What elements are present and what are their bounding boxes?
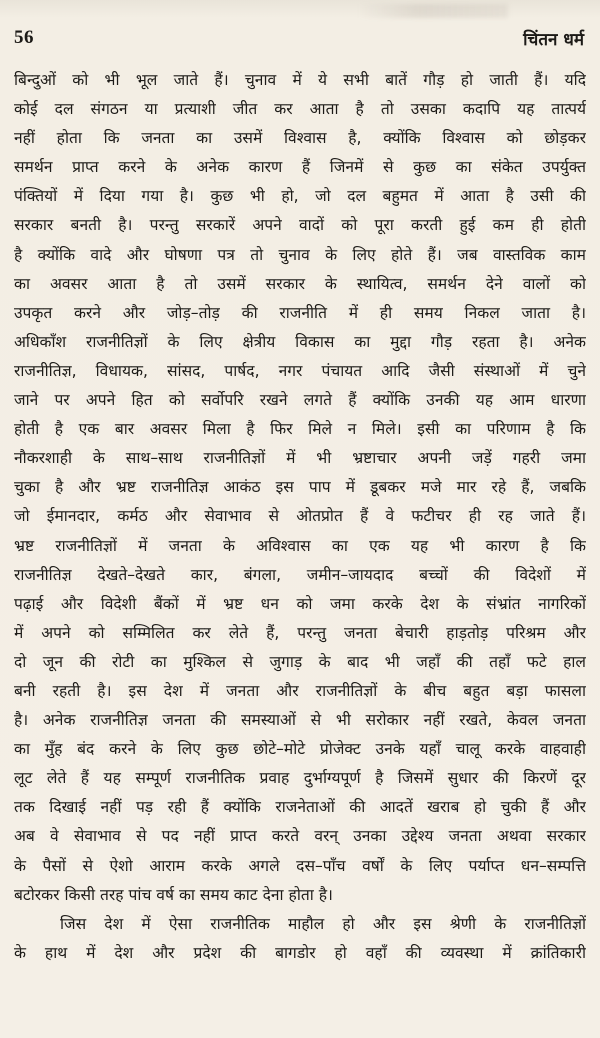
- text-line: है क्योंकि वादे और घोषणा पत्र तो चुनाव के लिए होते हैं। जब वास्तविक काम: [14, 245, 586, 264]
- text-line: नौकरशाही के साथ–साथ राजनीतिज्ञों में भी भ्रष्टाचार अपनी जड़ें गहरी जमा: [14, 449, 586, 468]
- text-line: दो जून की रोटी का मुश्किल से जुगाड़ के बाद भी जहाँ की तहाँ फटे हाल: [14, 652, 586, 671]
- text-line: बटोरकर किसी तरह पांच वर्ष का समय काट देना होता है।: [14, 885, 333, 904]
- text-line: है। अनेक राजनीतिज्ञ जनता की समस्याओं से भी सरोकार नहीं रखते, केवल जनता: [14, 711, 586, 730]
- paragraph: [14, 66, 586, 910]
- text-line: अधिकाँश राजनीतिज्ञों के लिए क्षेत्रीय विकास का मुद्दा गौड़ रहता है। अनेक: [14, 332, 586, 351]
- text-line: अब वे सेवाभाव से पद नहीं प्राप्त करते वरन् उनका उद्देश्य जनता अथवा सरकार: [14, 827, 586, 846]
- text-line: राजनीतिज्ञ, विधायक, सांसद, पार्षद, नगर पंचायत आदि जैसी संस्थाओं में चुने: [14, 361, 586, 380]
- text-line: बनी रहती है। इस देश में जनता और राजनीतिज्ञों के बीच बहुत बड़ा फासला: [14, 681, 586, 700]
- text-line: जाने पर अपने हित को सर्वोपरि रखने लगते हैं क्योंकि उनकी यह आम धारणा: [14, 391, 586, 410]
- text-line: का अवसर आता है तो उसमें सरकार के स्थायित्व, समर्थन देने वालों को: [14, 274, 586, 293]
- text-line: समर्थन प्राप्त करने के अनेक कारण हैं जिनमें से कुछ का संकेत उपर्युक्त: [14, 158, 586, 177]
- text-line: राजनीतिज्ञ देखते–देखते कार, बंगला, जमीन–जायदाद बच्चों की विदेशों में: [14, 565, 586, 584]
- text-line: के हाथ में देश और प्रदेश की बागडोर हो वहाँ की व्यवस्था में क्रांतिकारी: [14, 943, 586, 962]
- text-line: पढ़ाई और विदेशी बैंकों में भ्रष्ट धन को जमा करके देश के संभ्रांत नागरिकों: [14, 594, 586, 613]
- text-line: उपकृत करने और जोड़–तोड़ की राजनीति में ही समय निकल जाता है।: [14, 303, 586, 322]
- text-line: भ्रष्ट राजनीतिज्ञों में जनता के अविश्वास का एक यह भी कारण है कि: [14, 536, 586, 555]
- body-text: [14, 66, 586, 968]
- text-line: कोई दल संगठन या प्रत्याशी जीत कर आता है तो उसका कदापि यह तात्पर्य: [14, 100, 586, 119]
- show-through-text: [358, 4, 508, 18]
- text-line: नहीं होता कि जनता का उसमें विश्वास है, क्योंकि विश्वास को छोड़कर: [14, 129, 586, 148]
- text-line: चुका है और भ्रष्ट राजनीतिज्ञ आकंठ इस पाप में डूबकर मजे मार रहे हैं, जबकि: [14, 478, 586, 497]
- page-number: 56: [14, 27, 34, 48]
- text-line: जिस देश में ऐसा राजनीतिक माहौल हो और इस श्रेणी के राजनीतिज्ञों: [60, 914, 586, 933]
- text-line: में अपने को सम्मिलित कर लेते हैं, परन्तु जनता बेचारी हाड़तोड़ परिश्रम और: [14, 623, 586, 642]
- text-line: लूट लेते हैं यह सम्पूर्ण राजनीतिक प्रवाह दुर्भाग्यपूर्ण है जिसमें सुधार की किरणें दूर: [14, 769, 586, 788]
- text-line: के पैसों से ऐशो आराम करके अगले दस–पाँच वर्षों के लिए पर्याप्त धन–सम्पत्ति: [14, 856, 586, 875]
- running-head: चिंतन धर्म: [523, 30, 584, 50]
- text-line: बिन्दुओं को भी भूल जाते हैं। चुनाव में ये सभी बातें गौड़ हो जाती हैं। यदि: [14, 71, 586, 89]
- text-line: सरकार बनती है। परन्तु सरकारें अपने वादों को पूरा करती हुई कम ही होती: [14, 216, 586, 235]
- paragraph: [14, 910, 586, 968]
- text-line: का मुँह बंद करने के लिए कुछ छोटे–मोटे प्रोजेक्ट उनके यहाँ चालू करके वाहवाही: [14, 740, 586, 759]
- text-line: पंक्तियों में दिया गया है। कुछ भी हो, जो दल बहुमत में आता है उसी की: [14, 187, 586, 206]
- text-line: तक दिखाई नहीं पड़ रही हैं क्योंकि राजनेताओं की आदतें खराब हो चुकी हैं और: [14, 798, 586, 817]
- text-line: होती है एक बार अवसर मिला है फिर मिले न मिले। इसी का परिणाम है कि: [14, 420, 586, 439]
- page-header: [14, 27, 584, 53]
- text-line: जो ईमानदार, कर्मठ और सेवाभाव से ओतप्रोत हैं वे फटीचर ही रह जाते हैं।: [14, 507, 586, 526]
